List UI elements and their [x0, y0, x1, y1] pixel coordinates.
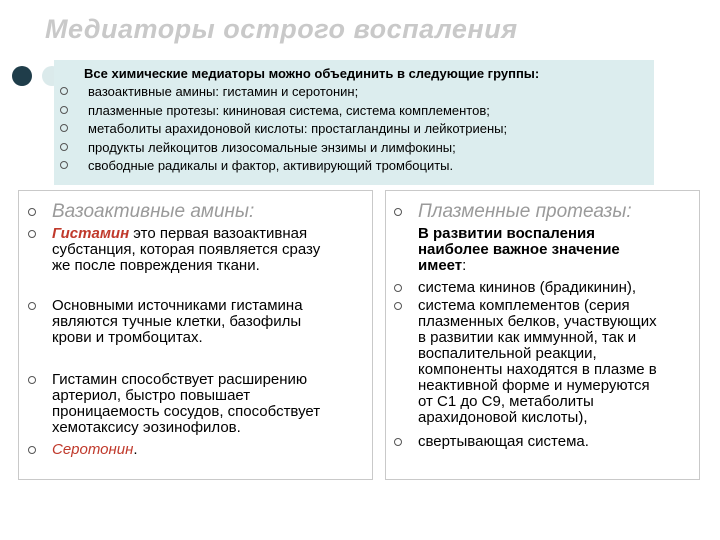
- bullet-icon: [60, 143, 68, 151]
- bullet-icon: [28, 208, 36, 216]
- bullet-icon: [60, 124, 68, 132]
- serotonin-term: Серотонин: [52, 441, 134, 458]
- intro-heading: Все химические медиаторы можно объединить в следующие группы:: [84, 66, 540, 81]
- right-heading: Плазменные протеазы:: [418, 201, 632, 223]
- histamine-term: Гистамин: [52, 225, 130, 242]
- decorative-dot-dark: [12, 66, 32, 86]
- bullet-icon: [60, 106, 68, 114]
- bullet-icon: [28, 446, 36, 454]
- intro-item: свободные радикалы и фактор, активирующий тромбоциты.: [60, 157, 507, 176]
- intro-item: вазоактивные амины: гистамин и серотонин;: [60, 83, 507, 102]
- intro-item: плазменные протезы: кининовая система, система комплементов;: [60, 102, 507, 121]
- histamine-effects-paragraph: Гистамин способствует расширению артериол, быстро повышает проницаемость сосудов, способствует хемотаксису эозинофилов.: [52, 372, 320, 436]
- kinin-system-item: система кининов (брадикинин),: [418, 280, 636, 296]
- slide-title: Медиаторы острого воспаления: [45, 14, 518, 44]
- bullet-icon: [60, 161, 68, 169]
- right-intro: В развитии воспаления наиболее важное значение имеет:: [418, 225, 620, 274]
- histamine-paragraph: Гистамин это первая вазоактивная субстанция, которая появляется сразу же после повреждения ткани.: [52, 226, 320, 274]
- bullet-icon: [394, 438, 402, 446]
- bullet-icon: [60, 87, 68, 95]
- complement-system-item: система комплементов (серия плазменных белков, участвующих в развитии как иммунной, так и воспалительной реакции, компоненты находятся в плазме в неактивной форме и нумеруются от С1 до С9, метаболиты арахидоновой кислоты),: [418, 298, 657, 426]
- bullet-icon: [394, 302, 402, 310]
- coagulation-system-item: свертывающая система.: [418, 434, 589, 450]
- serotonin-item: Серотонин.: [52, 442, 138, 458]
- bullet-icon: [394, 284, 402, 292]
- intro-item: метаболиты арахидоновой кислоты: простагландины и лейкотриены;: [60, 120, 507, 139]
- left-heading: Вазоактивные амины:: [52, 201, 254, 223]
- bullet-icon: [28, 376, 36, 384]
- bullet-icon: [28, 230, 36, 238]
- bullet-icon: [28, 302, 36, 310]
- intro-item: продукты лейкоцитов лизосомальные энзимы и лимфокины;: [60, 139, 507, 158]
- bullet-icon: [394, 208, 402, 216]
- intro-list: [60, 83, 507, 176]
- histamine-sources-paragraph: Основными источниками гистамина являются тучные клетки, базофилы крови и тромбоцитах.: [52, 298, 303, 346]
